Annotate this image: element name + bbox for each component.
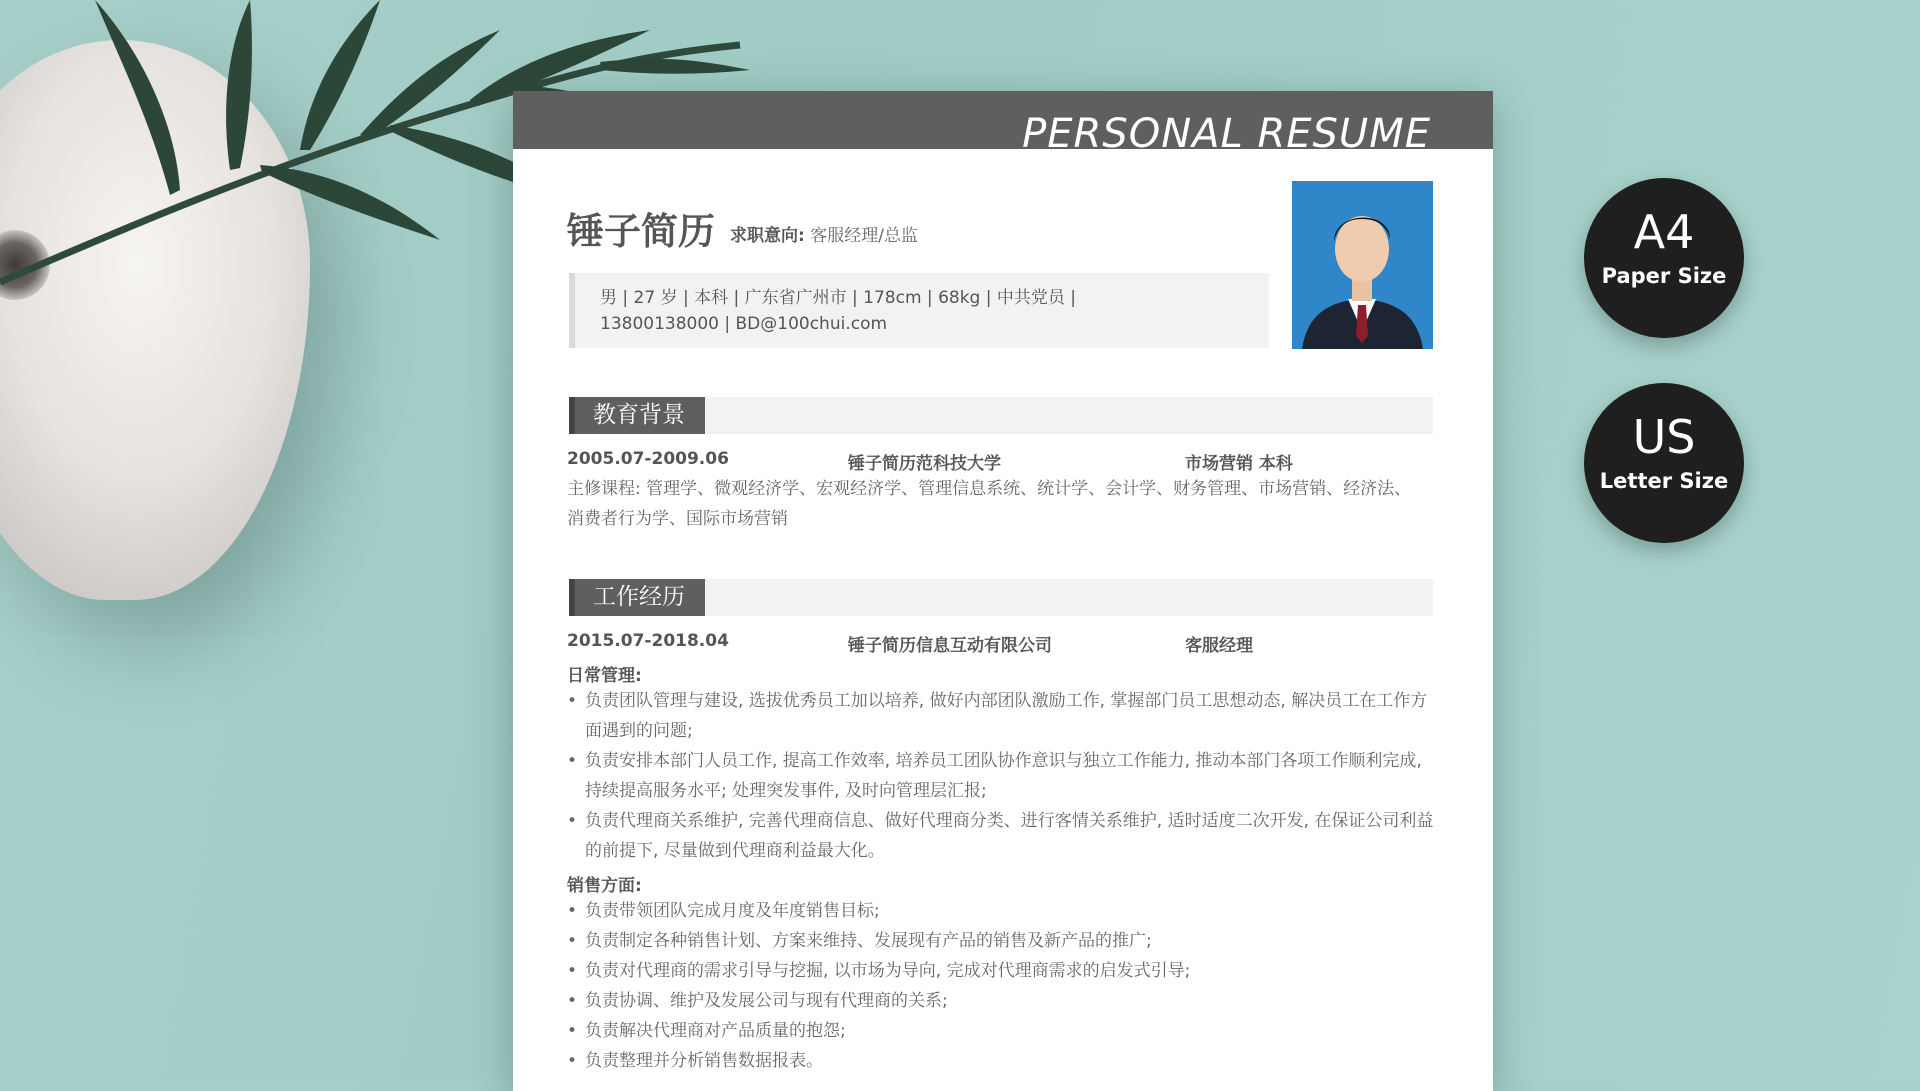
education-major: 市场营销 本科 (1185, 454, 1293, 474)
courses-line-2: 消费者行为学、国际市场营销 (567, 509, 788, 529)
personal-info-box (569, 273, 1269, 348)
badge-a4-caption: Paper Size (1601, 264, 1727, 288)
profile-photo (1292, 181, 1433, 349)
daily-management-title: 日常管理: (567, 666, 642, 686)
portrait-icon (1292, 181, 1433, 349)
list-item: • 负责解决代理商对产品质量的抱怨; (567, 1016, 1437, 1046)
work-position: 客服经理 (1185, 636, 1253, 656)
list-item: • 负责整理并分析销售数据报表。 (567, 1046, 1437, 1076)
list-item: • 负责安排本部门人员工作, 提高工作效率, 培养员工团队协作意识与独立工作能力, 推动本部门各项工作顺利完成, 持续提高服务水平; 处理突发事件, 及时向管理层汇报; (567, 746, 1437, 806)
education-courses (567, 474, 1437, 534)
list-item: • 负责协调、维护及发展公司与现有代理商的关系; (567, 986, 1437, 1016)
badge-us-caption: Letter Size (1599, 469, 1729, 493)
header-banner (513, 91, 1493, 149)
us-letter-size-badge[interactable] (1584, 383, 1744, 543)
badge-a4-label: A4 (1633, 205, 1695, 259)
education-period: 2005.07-2009.06 (567, 449, 729, 469)
work-title: 工作经历 (593, 584, 685, 610)
personal-info-line: 男 | 27 岁 | 本科 | 广东省广州市 | 178cm | 68kg | 中共党员 | (600, 288, 1076, 308)
work-section-header (569, 579, 1433, 616)
list-item: • 负责对代理商的需求引导与挖掘, 以市场为导向, 完成对代理商需求的启发式引导; (567, 956, 1437, 986)
resume-sheet (513, 91, 1493, 1091)
education-tab (569, 397, 705, 434)
a4-paper-size-badge[interactable] (1584, 178, 1744, 338)
list-item: • 负责代理商关系维护, 完善代理商信息、做好代理商分类、进行客情关系维护, 适时适度二次开发, 在保证公司利益的前提下, 尽量做到代理商利益最大化。 (567, 806, 1437, 866)
contact-info-line: 13800138000 | BD@100chui.com (600, 314, 888, 334)
list-item: • 负责团队管理与建设, 选拔优秀员工加以培养, 做好内部团队激励工作, 掌握部门员工思想动态, 解决员工在工作方面遇到的问题; (567, 686, 1437, 746)
education-section-header (569, 397, 1433, 434)
job-intent-value: 客服经理/总监 (810, 226, 918, 246)
list-item: • 负责带领团队完成月度及年度销售目标; (567, 896, 1437, 926)
daily-management-list (567, 686, 1437, 866)
candidate-name: 锤子简历 (567, 210, 715, 253)
education-school: 锤子简历范科技大学 (848, 454, 1001, 474)
work-period: 2015.07-2018.04 (567, 631, 729, 651)
courses-line-1: 主修课程: 管理学、微观经济学、宏观经济学、管理信息系统、统计学、会计学、财务管理、市场营销、经济法、 (567, 479, 1412, 499)
education-title: 教育背景 (593, 402, 685, 428)
sales-list (567, 896, 1437, 1076)
banner-title: PERSONAL RESUME (1022, 111, 1431, 149)
work-tab (569, 579, 705, 616)
list-item: • 负责制定各种销售计划、方案来维持、发展现有产品的销售及新产品的推广; (567, 926, 1437, 956)
sales-title: 销售方面: (567, 876, 642, 896)
work-company: 锤子简历信息互动有限公司 (848, 636, 1052, 656)
job-intent-label: 求职意向: (730, 226, 805, 246)
badge-us-label: US (1632, 410, 1696, 464)
job-intent (730, 221, 918, 246)
